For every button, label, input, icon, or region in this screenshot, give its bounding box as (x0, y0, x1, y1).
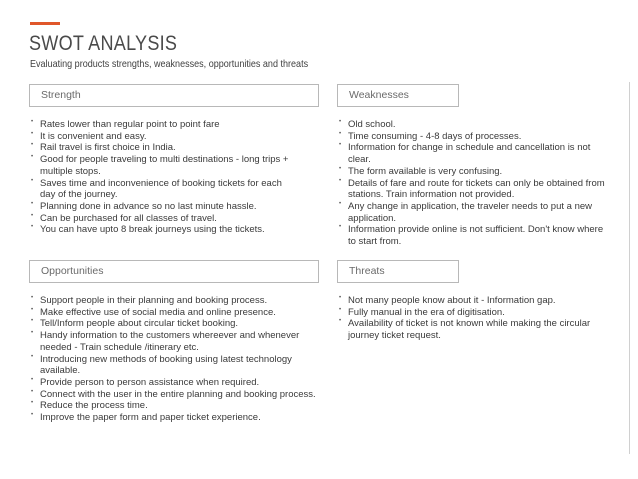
list-item: • Fully manual in the era of digitisation. (338, 307, 610, 319)
list-item: • Old school. (338, 119, 610, 131)
threats-list (338, 295, 610, 342)
accent-line (30, 22, 60, 25)
list-item: • Saves time and inconvenience of booking tickets for each day of the journey. (30, 178, 298, 201)
list-item: • Information provide online is not sufficient. Don't know where to start from. (338, 224, 610, 247)
list-item: • Planning done in advance so no last minute hassle. (30, 201, 298, 213)
list-item: • Good for people traveling to multi destinations - long trips + multiple stops. (30, 154, 298, 177)
list-item: • Rates lower than regular point to point fare (30, 119, 298, 131)
list-item: • Can be purchased for all classes of travel. (30, 213, 298, 225)
opportunities-list (30, 295, 330, 424)
list-item: • It is convenient and easy. (30, 131, 298, 143)
list-item: • Information for change in schedule and cancellation is not clear. (338, 142, 610, 165)
strength-list (30, 119, 298, 236)
list-item: • Handy information to the customers whereever and whenever needed - Train schedule /itinerary etc. (30, 330, 330, 353)
threats-heading: Threats (349, 265, 385, 277)
list-item: • Tell/Inform people about circular ticket booking. (30, 318, 330, 330)
opportunities-heading: Opportunities (41, 265, 104, 277)
list-item: • Connect with the user in the entire planning and booking process. (30, 389, 330, 401)
list-item: • You can have upto 8 break journeys using the tickets. (30, 224, 298, 236)
page-subtitle: Evaluating products strengths, weaknesses, opportunities and threats (30, 58, 309, 70)
weaknesses-list (338, 119, 610, 248)
strength-heading: Strength (41, 89, 81, 101)
right-divider (629, 82, 630, 454)
list-item: • Introducing new methods of booking using latest technology available. (30, 354, 330, 377)
list-item: • Rail travel is first choice in India. (30, 142, 298, 154)
list-item: • Time consuming - 4-8 days of processes. (338, 131, 610, 143)
threats-heading-box (337, 260, 459, 283)
list-item: • The form available is very confusing. (338, 166, 610, 178)
weaknesses-heading-box (337, 84, 459, 107)
list-item: • Make effective use of social media and online presence. (30, 307, 330, 319)
list-item: • Details of fare and route for tickets can only be obtained from stations. Train information not provided. (338, 178, 610, 201)
list-item: • Reduce the process time. (30, 400, 330, 412)
list-item: • Any change in application, the traveler needs to put a new application. (338, 201, 610, 224)
list-item: • Availability of ticket is not known while making the circular journey ticket request. (338, 318, 610, 341)
list-item: • Provide person to person assistance when required. (30, 377, 330, 389)
page-title: SWOT ANALYSIS (29, 32, 178, 55)
list-item: • Improve the paper form and paper ticket experience. (30, 412, 330, 424)
list-item: • Not many people know about it - Information gap. (338, 295, 610, 307)
opportunities-heading-box (29, 260, 319, 283)
strength-heading-box (29, 84, 319, 107)
weaknesses-heading: Weaknesses (349, 89, 409, 101)
list-item: • Support people in their planning and booking process. (30, 295, 330, 307)
